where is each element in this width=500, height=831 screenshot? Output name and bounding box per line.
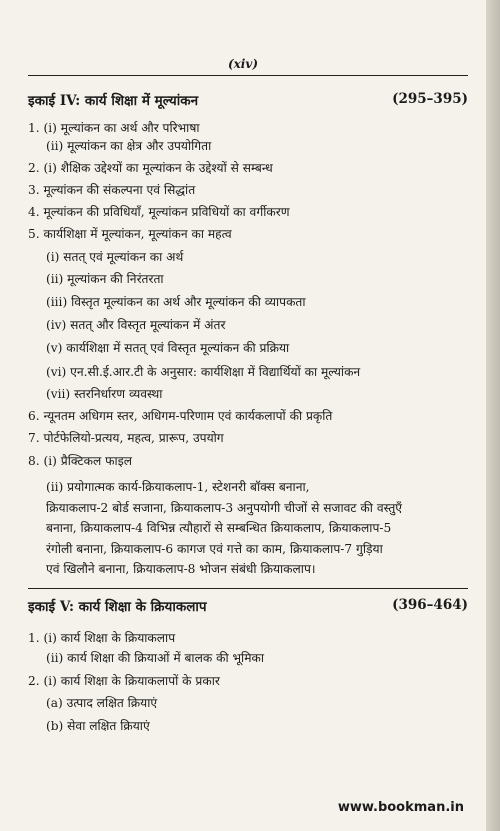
publisher-url: www.bookman.in (337, 800, 464, 815)
u4-line: 5. कार्यशिक्षा में मूल्यांकन, मूल्यांकन का महत्व (28, 227, 232, 241)
u4-line: 8. (i) प्रैक्टिकल फाइल (28, 454, 132, 468)
u4-line: (v) कार्यशिक्षा में सतत् एवं विस्तृत मूल्यांकन की प्रक्रिया (46, 341, 290, 355)
u4-line: बनाना, क्रियाकलाप-4 विभिन्न त्यौहारों से सम्बन्धित क्रियाकलाप, क्रियाकलाप-5 (46, 521, 392, 535)
unit-5-title: इकाई V: कार्य शिक्षा के क्रियाकलाप (28, 599, 207, 615)
u4-line: 3. मूल्यांकन की संकल्पना एवं सिद्धांत (28, 183, 196, 197)
u4-line: (i) सतत् एवं मूल्यांकन का अर्थ (46, 250, 184, 264)
u4-line: क्रियाकलाप-2 बोर्ड सजाना, क्रियाकलाप-3 अनुपयोगी चीजों से सजावट की वस्तुएँ (46, 501, 403, 515)
u4-line: (ii) मूल्यांकन की निरंतरता (46, 272, 164, 286)
u4-line: (ii) प्रयोगात्मक कार्य-क्रियाकलाप-1, स्टेशनरी बॉक्स बनाना, (46, 480, 310, 494)
u5-line: (ii) कार्य शिक्षा की क्रियाओं में बालक की भूमिका (46, 651, 265, 665)
u5-line: 2. (i) कार्य शिक्षा के क्रियाकलापों के प्रकार (28, 674, 220, 688)
top-rule (28, 75, 468, 76)
unit-5-heading (28, 597, 468, 615)
unit-4-heading (28, 91, 468, 109)
u4-line: रंगोली बनाना, क्रियाकलाप-6 कागज एवं गत्ते का काम, क्रियाकलाप-7 गुड़िया (46, 542, 383, 556)
u4-line: 4. मूल्यांकन की प्रविधियाँ, मूल्यांकन प्रविधियों का वर्गीकरण (28, 205, 290, 219)
u4-line: 6. न्यूनतम अधिगम स्तर, अधिगम-परिणाम एवं कार्यकलापों की प्रकृति (28, 409, 333, 423)
u4-line: 7. पोर्टफेलियो-प्रत्यय, महत्व, प्रारूप, उपयोग (28, 431, 224, 445)
unit-5-page-range: (396–464) (392, 597, 468, 613)
u4-line: (iv) सतत् और विस्तृत मूल्यांकन में अंतर (46, 318, 226, 332)
u5-line: (b) सेवा लक्षित क्रियाएं (46, 719, 150, 733)
u4-line: (vi) एन.सी.ई.आर.टी के अनुसार: कार्यशिक्षा में विद्यार्थियों का मूल्यांकन (46, 365, 361, 379)
u4-line: 2. (i) शैक्षिक उद्देश्यों का मूल्यांकन के उद्देश्यों से सम्बन्ध (28, 161, 273, 175)
u4-line: (ii) मूल्यांकन का क्षेत्र और उपयोगिता (46, 139, 212, 153)
page-number: (xiv) (227, 57, 259, 71)
u5-line: 1. (i) कार्य शिक्षा के क्रियाकलाप (28, 631, 176, 645)
unit-4-title: इकाई IV: कार्य शिक्षा में मूल्यांकन (28, 93, 199, 109)
u5-line: (a) उत्पाद लक्षित क्रियाएं (46, 696, 158, 710)
page-edge (486, 0, 500, 831)
unit-4-page-range: (295–395) (392, 91, 468, 107)
u4-line: (iii) विस्तृत मूल्यांकन का अर्थ और मूल्यांकन की व्यापकता (46, 295, 306, 309)
u4-line: एवं खिलौने बनाना, क्रियाकलाप-8 भोजन संबंधी क्रियाकलाप। (46, 562, 316, 576)
section-rule (28, 588, 468, 589)
u4-line: (vii) स्तरनिर्धारण व्यवस्था (46, 387, 163, 401)
u4-line: 1. (i) मूल्यांकन का अर्थ और परिभाषा (28, 121, 200, 135)
